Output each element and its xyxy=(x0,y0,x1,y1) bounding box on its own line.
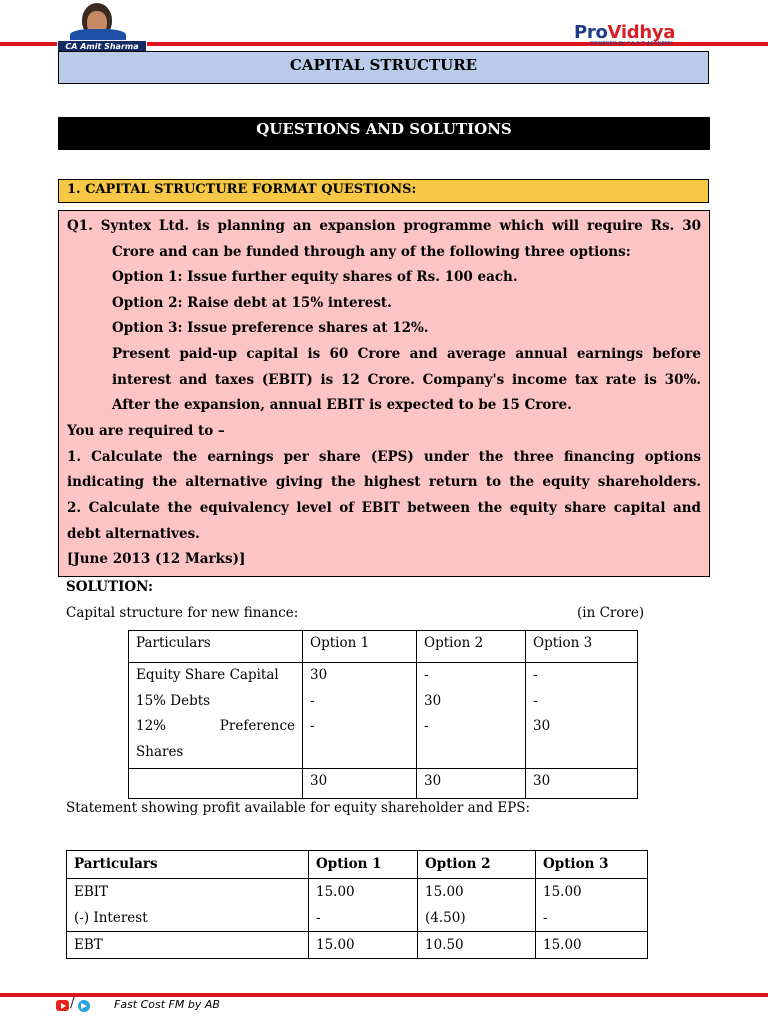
question-line: You are required to – xyxy=(67,423,225,439)
unit-label: (in Crore) xyxy=(577,605,645,621)
page-title: CAPITAL STRUCTURE xyxy=(58,51,709,84)
table-cell xyxy=(303,663,417,769)
row-label xyxy=(136,714,295,740)
table-header-cell: Option 2 xyxy=(418,851,536,879)
question-line: Option 2: Raise debt at 15% interest. xyxy=(112,295,392,311)
table-row xyxy=(67,879,648,932)
table-header-row xyxy=(67,851,648,879)
cell-value: (4.50) xyxy=(425,910,466,926)
table-row xyxy=(67,932,648,959)
providhya-logo xyxy=(574,22,714,50)
table-cell xyxy=(526,663,638,769)
cell-value: - xyxy=(424,718,429,734)
icon-separator: / xyxy=(70,995,75,1011)
table-cell: 30 xyxy=(526,769,638,799)
row-label-part: Preference xyxy=(219,718,295,734)
profit-eps-table xyxy=(66,850,648,959)
cell-value: 15.00 xyxy=(543,884,582,900)
table-header-cell: Particulars xyxy=(129,631,303,663)
author-badge xyxy=(55,3,147,51)
table-cell: EBT xyxy=(67,932,309,959)
cell-value: 30 xyxy=(310,667,328,683)
logo-text-b: Vidhya xyxy=(607,22,676,43)
question-box xyxy=(58,210,710,577)
question-line: Option 1: Issue further equity shares of Rs. 100 each. xyxy=(112,269,518,285)
cell-value: - xyxy=(310,692,315,709)
subsection-heading: 1. CAPITAL STRUCTURE FORMAT QUESTIONS: xyxy=(58,179,709,203)
cell-value: 15.00 xyxy=(425,884,464,900)
question-line: debt alternatives. xyxy=(67,526,200,542)
table-total-row xyxy=(129,769,638,799)
section-heading: QUESTIONS AND SOLUTIONS xyxy=(58,117,710,150)
table-cell xyxy=(417,663,526,769)
question-line: Crore and can be funded through any of the following three options: xyxy=(112,244,631,260)
table-header-cell: Option 1 xyxy=(309,851,418,879)
table-header-cell: Option 3 xyxy=(536,851,648,879)
row-label: 15% Debts xyxy=(136,692,211,709)
table-header-row xyxy=(129,631,638,663)
cell-value: - xyxy=(424,667,429,683)
table-cell: 30 xyxy=(417,769,526,799)
telegram-icon[interactable] xyxy=(78,1000,90,1012)
row-label: Equity Share Capital xyxy=(136,667,279,683)
author-name-tag: CA Amit Sharma xyxy=(57,40,147,53)
table-cell xyxy=(536,879,648,932)
question-line: indicating the alternative giving the highest return to the equity shareholders. xyxy=(67,474,701,490)
cell-value: - xyxy=(316,910,321,926)
table-cell xyxy=(309,879,418,932)
logo-text-a: Pro xyxy=(574,22,608,43)
table-header-cell: Particulars xyxy=(67,851,309,879)
capital-structure-intro: Capital structure for new finance: xyxy=(66,605,299,621)
question-line: [June 2013 (12 Marks)] xyxy=(67,551,246,567)
footer-divider xyxy=(0,993,768,997)
cell-value: - xyxy=(533,667,538,683)
cell-value: 30 xyxy=(424,692,442,709)
table-cell: 15.00 xyxy=(536,932,648,959)
cell-value: - xyxy=(310,718,315,734)
question-line: After the expansion, annual EBIT is expected to be 15 Crore. xyxy=(112,397,572,413)
solution-label: SOLUTION: xyxy=(66,579,153,595)
statement-intro: Statement showing profit available for equity shareholder and EPS: xyxy=(66,800,531,816)
question-line: Q1. Syntex Ltd. is planning an expansion programme which will require Rs. 30 xyxy=(67,218,701,234)
table-cell: 15.00 xyxy=(309,932,418,959)
table-cell: 10.50 xyxy=(418,932,536,959)
question-line: interest and taxes (EBIT) is 12 Crore. Company's income tax rate is 30%. xyxy=(112,372,701,388)
row-label: (-) Interest xyxy=(74,910,148,926)
question-line: Present paid-up capital is 60 Crore and average annual earnings before xyxy=(112,346,701,362)
cell-value: 15.00 xyxy=(316,884,355,900)
row-label-part: 12% xyxy=(136,718,167,734)
cell-value: - xyxy=(533,692,538,709)
question-line: 1. Calculate the earnings per share (EPS) under the three financing options xyxy=(67,449,701,465)
row-label: EBIT xyxy=(74,884,109,900)
row-label: Shares xyxy=(136,743,184,760)
table-cell xyxy=(129,769,303,799)
table-cell-particulars xyxy=(67,879,309,932)
footer-text: Fast Cost FM by AB xyxy=(114,998,220,1011)
capital-structure-table xyxy=(128,630,638,799)
table-header-cell: Option 1 xyxy=(303,631,417,663)
cell-value: - xyxy=(543,910,548,926)
table-cell-particulars xyxy=(129,663,303,769)
table-cell xyxy=(418,879,536,932)
table-row xyxy=(129,663,638,769)
cell-value: 30 xyxy=(533,718,551,734)
table-header-cell: Option 2 xyxy=(417,631,526,663)
question-line: Option 3: Issue preference shares at 12%. xyxy=(112,320,429,336)
logo-tagline: POWERED BY F.A.S.T ACADEMY xyxy=(590,41,673,47)
table-header-cell: Option 3 xyxy=(526,631,638,663)
question-line: 2. Calculate the equivalency level of EBIT between the equity share capital and xyxy=(67,500,701,516)
youtube-icon[interactable] xyxy=(56,1000,69,1011)
table-cell: 30 xyxy=(303,769,417,799)
